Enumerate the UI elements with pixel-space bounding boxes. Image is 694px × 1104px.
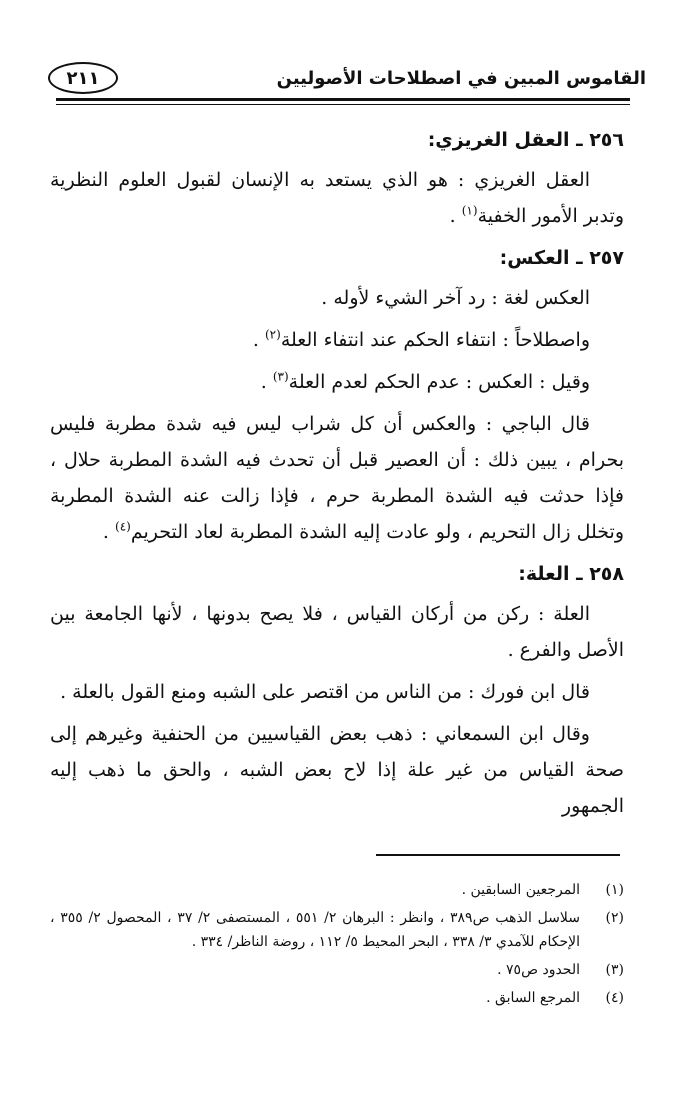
entry-paragraph [50, 716, 624, 824]
entry-paragraph [50, 674, 624, 710]
paragraph-text: قال الباجي : والعكس أن كل شراب ليس فيه شدة مطربة فليس بحرام ، يبين ذلك : أن العصير قبل أن تحدث فيه الشدة المطربة حلال ، فإذا حدثت فيه الشدة المطربة حرم ، فإذا زالت عنه الشدة المطربة وتخلل زال التحريم ، ولو عادت إليه الشدة المطربة لعاد التحريم [50, 413, 624, 543]
footnote-ref[interactable]: (١) [461, 203, 478, 218]
entry-paragraph [50, 364, 624, 400]
entry-paragraph [50, 406, 624, 550]
footnote-text: سلاسل الذهب ص٣٨٩ ، وانظر : البرهان ٢/ ٥٥١ ، المستصفى ٢/ ٣٧ ، المحصول ٢/ ٣٥٥ ، الإحكام للآمدي ٣/ ٣٣٨ ، البحر المحيط ٥/ ١١٢ ، روضة الناظر/ ٣٣٤ . [50, 910, 580, 950]
page-header [48, 58, 646, 98]
entry-heading-257: ٢٥٧ ـ العكس: [499, 247, 624, 269]
entry-paragraph [50, 162, 624, 234]
footnote-ref[interactable]: (٢) [264, 327, 281, 342]
paragraph-text: العقل الغريزي : هو الذي يستعد به الإنسان لقبول العلوم النظرية وتدبر الأمور الخفية [50, 169, 624, 227]
footnote-number: (٣) [605, 962, 624, 978]
paragraph-text: قال ابن فورك : من الناس من اقتصر على الشبه ومنع القول بالعلة . [60, 681, 590, 703]
main-text [50, 120, 624, 830]
paragraph-text: العكس لغة : رد آخر الشيء لأوله . [321, 287, 590, 309]
footnote-ref[interactable]: (٤) [115, 519, 131, 534]
paragraph-text: العلة : ركن من أركان القياس ، فلا يصح بدونها ، لأنها الجامعة بين الأصل والفرع . [50, 603, 624, 661]
footnote-item [50, 906, 624, 954]
paragraph-end: . [102, 521, 116, 543]
entry-heading-258: ٢٥٨ ـ العلة: [518, 563, 624, 585]
header-rule-thin [56, 104, 630, 105]
paragraph-text: وقيل : العكس : عدم الحكم لعدم العلة [288, 371, 590, 393]
footnote-text: الحدود ص٧٥ . [497, 962, 580, 978]
footnote-item [50, 958, 624, 982]
paragraph-text: واصطلاحاً : انتفاء الحكم عند انتفاء العلة [280, 329, 590, 351]
paragraph-end: . [449, 205, 462, 227]
footnote-number: (٢) [605, 910, 624, 926]
footnote-separator [376, 854, 620, 856]
footnote-text: المرجعين السابقين . [461, 882, 580, 898]
footnote-item [50, 878, 624, 902]
footnote-text: المرجع السابق . [486, 990, 580, 1006]
paragraph-text: وقال ابن السمعاني : ذهب بعض القياسيين من الحنفية وغيرهم إلى صحة القياس من غير علة إذا لاح بعض الشبه ، والحق ما ذهب إليه الجمهور [50, 723, 624, 817]
footnote-ref[interactable]: (٣) [272, 369, 289, 384]
entry-paragraph [50, 596, 624, 668]
paragraph-end: . [252, 329, 265, 351]
footnote-item [50, 986, 624, 1010]
footnotes [50, 878, 624, 1014]
running-title: القاموس المبين في اصطلاحات الأصوليين [276, 67, 646, 89]
entry-heading-256: ٢٥٦ ـ العقل الغريزي: [427, 129, 624, 151]
entry-paragraph [50, 280, 624, 316]
paragraph-end: . [260, 371, 273, 393]
footnote-number: (١) [605, 882, 624, 898]
page-number: ٢١١ [48, 62, 118, 94]
header-rule [56, 98, 630, 101]
entry-paragraph [50, 322, 624, 358]
footnote-number: (٤) [605, 990, 624, 1006]
